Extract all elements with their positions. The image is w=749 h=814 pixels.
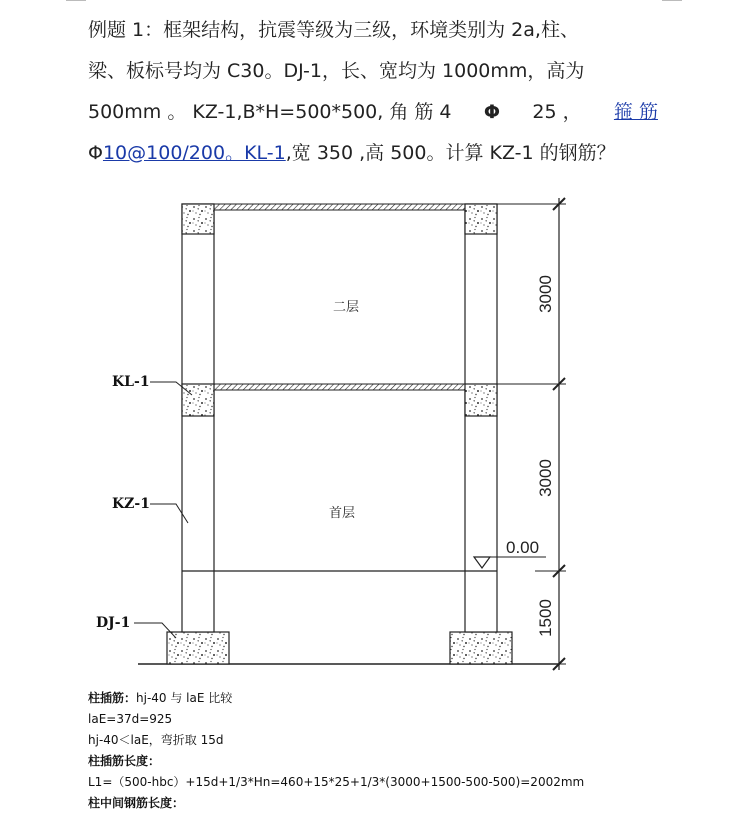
note-line-3: hj-40＜laE，弯折取 15d [88,733,224,747]
floor-1-label: 首层 [329,506,356,521]
joint-top-right [465,204,497,234]
stirrup-link[interactable]: 箍 筋 [613,101,658,123]
column-right [465,204,497,632]
problem-line-1: 例题 1：框架结构，抗震等级为三级，环境类别为 2a,柱、 [88,19,579,41]
note-compare: hj-40 与 laE 比较 [136,691,233,705]
dim-floor-2: 3000 [536,275,555,313]
joint-top-left [182,204,214,234]
stirrup-spec-link[interactable]: 10@100/200。KL-1 [102,142,286,164]
joint-mid-left [182,384,214,416]
note-title-dowel-length: 柱插筋长度： [88,754,161,768]
problem-line-4-tail: ,宽 350 ,高 500。计算 KZ-1 的钢筋？ [285,142,616,164]
problem-line-3 [88,92,658,133]
floor-slab [214,384,465,390]
dj-label: DJ-1 [96,615,131,631]
joint-mid-right [465,384,497,416]
elevation-label: 0.00 [506,538,540,557]
note-title-middle-bars: 柱中间钢筋长度： [88,796,185,810]
foundation-left [167,632,229,664]
problem-statement [88,10,658,174]
frame-structure-diagram [0,180,749,680]
dim-foundation: 1500 [536,599,555,637]
kz-label: KZ-1 [112,496,150,512]
kl-label: KL-1 [112,374,150,390]
problem-line-3-count: 25 ， [532,101,582,123]
stirrup-grade-symbol: Φ [88,142,103,164]
page-corner-mark-left [66,0,86,1]
problem-line-4 [88,133,658,174]
roof-slab [214,204,465,210]
note-line-1 [88,688,584,709]
note-title-dowel: 柱插筋： [88,691,137,705]
floor-2-label: 二层 [333,300,360,315]
rebar-grade-symbol: Φ [483,101,501,123]
dim-floor-1: 3000 [536,459,555,497]
note-formula-l1: L1=（500-hbc）+15d+1/3*Hn=460+15*25+1/3*(3000+1500-500-500)=2002mm [88,775,585,789]
foundation-right [450,632,512,664]
page-corner-mark-right [662,0,682,1]
problem-line-3-text: 500mm 。 KZ-1,B*H=500*500, 角 筋 4 [88,101,452,123]
column-left [182,204,214,632]
problem-line-2: 梁、板标号均为 C30。DJ-1，长、宽均为 1000mm，高为 [88,60,585,82]
calculation-notes [88,688,584,814]
note-line-2: laE=37d=925 [88,712,173,726]
